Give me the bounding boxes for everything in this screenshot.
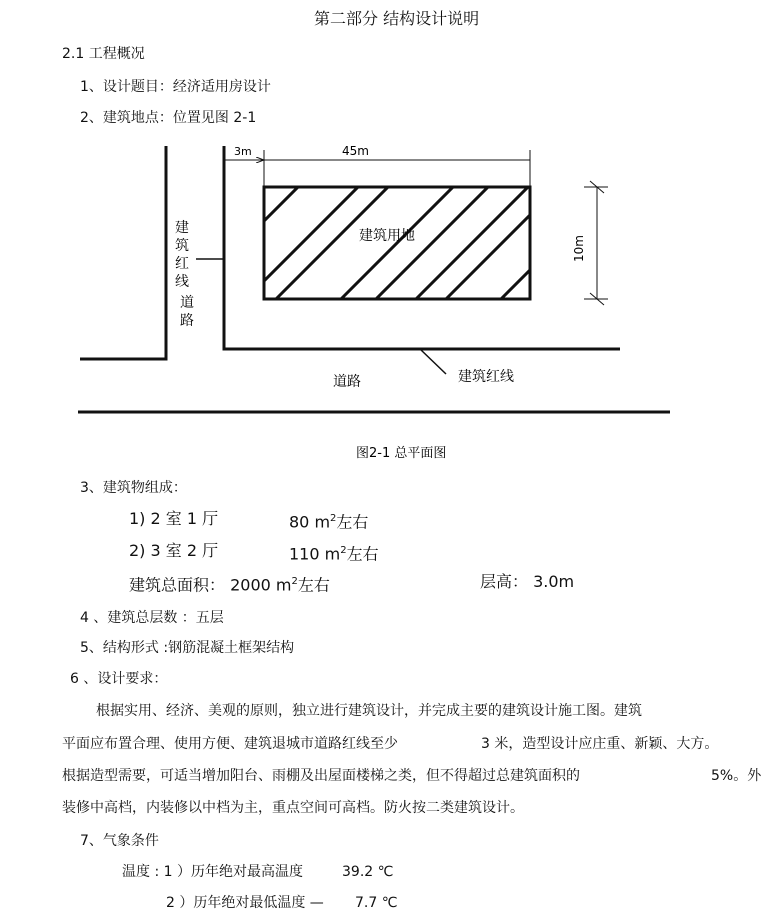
- site-label: 建筑用地: [359, 228, 415, 244]
- item-design-topic: 1、设计题目：经济适用房设计: [80, 79, 271, 95]
- item-building-site: 2、建筑地点：位置见图 2-1: [80, 110, 257, 126]
- road-left-char-2: 路: [180, 313, 194, 329]
- redline-left-char-3: 红: [175, 256, 189, 272]
- composition-row2-type: 2) 3 室 2 厅: [129, 541, 219, 560]
- requirements-line-1: 根据实用、经济、美观的原则，独立进行建筑设计，并完成主要的建筑设计施工图。建筑: [96, 703, 642, 719]
- composition-total: 建筑总面积： 2000 $m^2$左右: [129, 575, 330, 595]
- figure-caption: 图2-1 总平面图: [356, 446, 447, 461]
- requirements-line-4: 装修中高档，内装修以中档为主，重点空间可高档。防火按二类建筑设计。: [62, 800, 524, 816]
- dim-top-small-label: 3m: [234, 145, 252, 158]
- item-climate: 7、气象条件: [80, 833, 159, 849]
- dim-right-label: 10m: [572, 235, 586, 262]
- item-composition: 3、建筑物组成：: [80, 480, 187, 496]
- item-floors: 4 、建筑总层数 ：五层: [80, 610, 224, 626]
- composition-row2-area: 110 $m^2$左右: [289, 544, 379, 564]
- site-boundary: [224, 146, 620, 349]
- climate-temp-min-value: 7.7 ℃: [355, 895, 398, 911]
- climate-temp-max-value: 39.2 ℃: [342, 864, 394, 880]
- left-redline-boundary: [80, 146, 166, 359]
- redline-left-char-4: 线: [175, 274, 189, 290]
- road-bottom-label: 道路: [333, 374, 361, 390]
- composition-row1-area: 80 $m^2$左右: [289, 512, 369, 532]
- climate-temp-max-label: 温度 : 1 ）历年绝对最高温度: [122, 864, 303, 880]
- redline-bottom-label: 建筑红线: [458, 369, 514, 385]
- redline-left-char-2: 筑: [175, 238, 189, 254]
- page-title: 第二部分 结构设计说明: [314, 9, 480, 28]
- climate-temp-min-label: 2 ）历年绝对最低温度 —: [166, 895, 324, 911]
- section-heading: 2.1 工程概况: [62, 46, 145, 62]
- item-requirements: 6 、设计要求：: [70, 671, 168, 687]
- requirements-line-2: 平面应布置合理、使用方便、建筑退城市道路红线至少 3 米，造型设计应庄重、新颖、大方。: [62, 736, 719, 752]
- composition-floor-height: 层高： 3.0m: [480, 572, 575, 591]
- dim-top-large-label: 45m: [342, 144, 369, 158]
- road-left-char-1: 道: [180, 295, 194, 311]
- redline-bottom-leader: [420, 349, 446, 374]
- item-structure: 5、结构形式 :钢筋混凝土框架结构: [80, 640, 295, 656]
- requirements-line-3: 根据造型需要，可适当增加阳台、雨棚及出屋面楼梯之类，但不得超过总建筑面积的 5%。外: [62, 768, 762, 784]
- composition-row1-type: 1) 2 室 1 厅: [129, 509, 219, 528]
- redline-left-char-1: 建: [175, 220, 189, 236]
